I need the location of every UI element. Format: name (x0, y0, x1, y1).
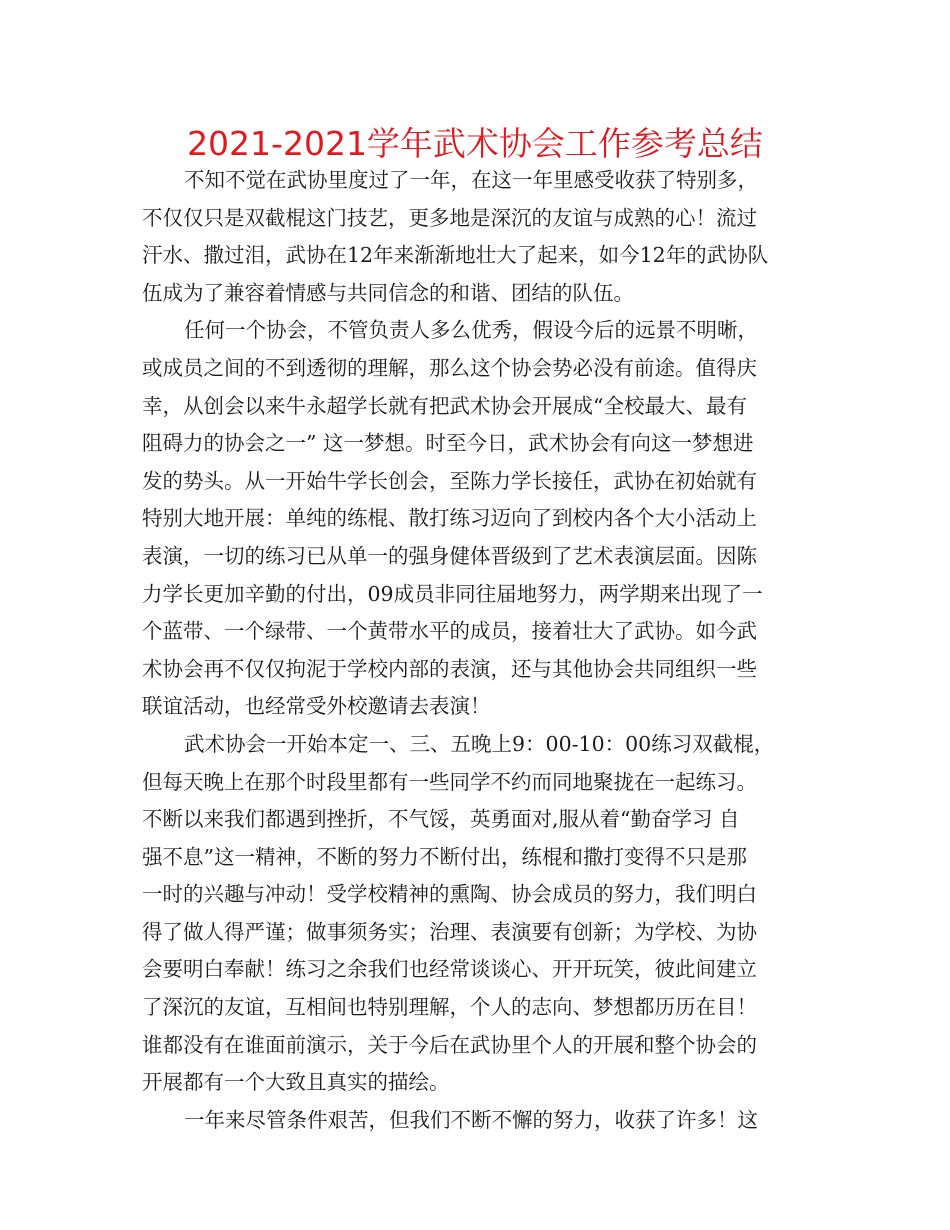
text-line: 不知不觉在武协里度过了一年，在这一年里感受收获了特别多， (184, 168, 758, 192)
text-line: 得了做人得严谨；做事须务实；治理、表演要有创新；为学校、为协 (142, 919, 757, 944)
text-line: 伍成为了兼容着情感与共同信念的和谐、团结的队伍。 (142, 280, 634, 305)
text-line: 武术协会一开始本定一、三、五晚上9：00-10：00练习双截棍， (184, 731, 775, 756)
paragraph (142, 1102, 814, 1140)
text-line: 一时的兴趣与冲动！受学校精神的熏陶、协会成员的努力，我们明白 (142, 882, 757, 907)
text-line: 汗水、撒过泪，武协在12年来渐渐地壮大了起来，如今12年的武协队 (142, 243, 769, 268)
text-line: 或成员之间的不到透彻的理解，那么这个协会势必没有前途。值得庆 (142, 355, 757, 380)
text-line: 但每天晚上在那个时段里都有一些同学不约而同地聚拢在一起练习。 (142, 769, 757, 794)
text-line: 谁都没有在谁面前演示，关于今后在武协里个人的开展和整个协会的 (142, 1032, 757, 1057)
text-line: 任何一个协会，不管负责人多么优秀，假设今后的远景不明晰， (184, 318, 758, 343)
text-line: 联谊活动，也经常受外校邀请去表演！ (142, 694, 491, 719)
text-line: 幸，从创会以来牛永超学长就有把武术协会开展成“全校最大、最有 (142, 393, 747, 418)
text-line: 会要明白奉献！练习之余我们也经常谈谈心、开开玩笑，彼此间建立 (142, 957, 757, 982)
text-line: 发的势头。从一开始牛学长创会，至陈力学长接任，武协在初始就有 (142, 468, 757, 493)
text-line: 特别大地开展：单纯的练棍、散打练习迈向了到校内各个大小活动上 (142, 506, 757, 531)
text-line: 个蓝带、一个绿带、一个黄带水平的成员，接着壮大了武协。如今武 (142, 619, 757, 644)
text-line: 术协会再不仅仅拘泥于学校内部的表演，还与其他协会共同组织一些 (142, 656, 757, 681)
text-line: 力学长更加辛勤的付出，09成员非同往届地努力，两学期来出现了一 (142, 581, 763, 606)
text-line: 了深沉的友谊，互相间也特别理解，个人的志向、梦想都历历在目！ (142, 995, 757, 1020)
text-line: 强不息”这一精神，不断的努力不断付出，练棍和撒打变得不只是那 (142, 844, 747, 869)
paragraph (142, 162, 814, 312)
text-line: 不断以来我们都遇到挫折，不气馁，英勇面对,服从着“勤奋学习 自 (142, 807, 740, 832)
text-line: 阻碍力的协会之一” 这一梦想。时至今日，武术协会有向这一梦想进 (142, 431, 754, 456)
text-line: 表演，一切的练习已从单一的强身健体晋级到了艺术表演层面。因陈 (142, 543, 757, 568)
document-body (142, 162, 814, 1139)
document-title: 2021-2021学年武术协会工作参考总结 (187, 124, 763, 163)
text-line: 不仅仅只是双截棍这门技艺，更多地是深沉的友谊与成熟的心！流过 (142, 205, 757, 230)
text-line: 开展都有一个大致且真实的描绘。 (142, 1070, 450, 1095)
paragraph (142, 312, 814, 726)
text-line: 一年来尽管条件艰苦，但我们不断不懈的努力，收获了许多！这 (184, 1107, 758, 1132)
paragraph (142, 726, 814, 1102)
